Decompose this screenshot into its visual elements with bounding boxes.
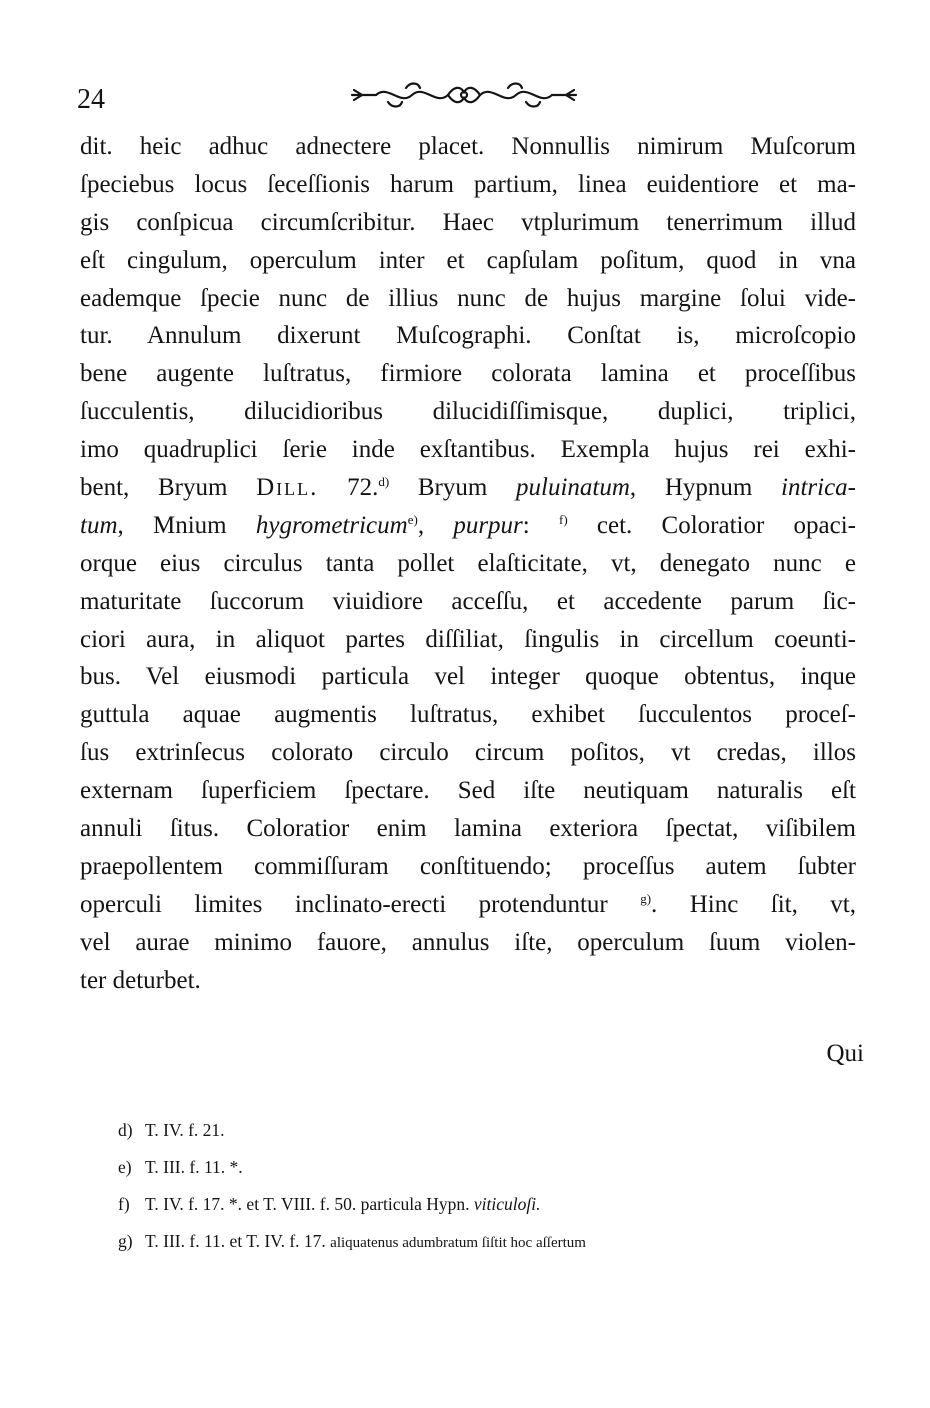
text-line: orque eius circulus tanta pollet elaſticitate, vt, denegato nunc e bbox=[80, 549, 856, 577]
text-line: vel aurae minimo fauore, annulus iſte, operculum ſuum violen- bbox=[80, 928, 856, 956]
text-line: dit. heic adhuc adnectere placet. Nonnullis nimirum Muſcorum bbox=[80, 133, 856, 160]
text-line: imo quadruplici ſerie inde exſtantibus. Exempla hujus rei exhi- bbox=[80, 436, 856, 464]
text-line: externam ſuperficiem ſpectare. Sed iſte neutiquam naturalis eſt bbox=[80, 777, 856, 805]
text-line-last: ter deturbet. bbox=[80, 966, 201, 994]
footnote-g: g) T. III. f. 11. et T. IV. f. 17. aliquatenus adumbratum ſiſtit hoc aſſertum bbox=[118, 1231, 586, 1251]
footnote-ref-f: f) bbox=[558, 511, 568, 527]
text-line: tum, Mnium hygrometricum$^{e)}$, purpur: $^{f)}$ cet. Coloratior opaci- bbox=[80, 511, 857, 539]
text-line: ſucculentis, dilucidioribus dilucidiſſimisque, duplici, triplici, bbox=[80, 398, 856, 426]
species-name: puluinatum bbox=[516, 474, 630, 502]
footnote-f: f) T. IV. f. 17. *. et T. VIII. f. 50. particula Hypn. viticuloſi. bbox=[118, 1194, 541, 1214]
footnotes bbox=[118, 1112, 838, 1260]
text-line: bus. Vel eiusmodi particula vel integer quoque obtentus, inque bbox=[80, 663, 856, 691]
text-line: guttula aquae augmentis luſtratus, exhibet ſucculentos proceſ- bbox=[80, 701, 856, 729]
species-name: hygrometricum bbox=[255, 511, 408, 539]
species-name: tum bbox=[80, 511, 118, 539]
main-text bbox=[80, 128, 856, 999]
species-name: purpur bbox=[453, 511, 523, 539]
text-line: eademque ſpecie nunc de illius nunc de hujus margine ſolui vide- bbox=[80, 284, 856, 312]
footnote-ref-g: g) bbox=[640, 890, 652, 906]
author-dillenius: Dill. bbox=[256, 474, 319, 502]
headpiece-ornament-icon bbox=[348, 80, 580, 110]
footnote-ref-e: e) bbox=[407, 511, 418, 527]
text-line: ſus extrinſecus colorato circulo circum poſitos, vt credas, illos bbox=[80, 739, 856, 767]
text-line: maturitate ſuccorum viuidiore acceſſu, et accedente parum ſic- bbox=[80, 587, 856, 615]
text-line: gis conſpicua circumſcribitur. Haec vtplurimum tenerrimum illud bbox=[80, 208, 856, 236]
text-line: bent, Bryum Dill. 72.$^{d)}$ Bryum puluinatum, Hypnum intrica- bbox=[80, 474, 857, 502]
footnote-ref-d: d) bbox=[378, 474, 390, 490]
text-line: eſt cingulum, operculum inter et capſulam poſitum, quod in vna bbox=[80, 246, 856, 274]
text-line: operculi limites inclinato-erecti protenduntur $^{g)}$. Hinc ſit, vt, bbox=[80, 890, 856, 918]
footnote-e: e) T. III. f. 11. *. bbox=[118, 1157, 243, 1177]
text-line: tur. Annulum dixerunt Muſcographi. Conſtat is, microſcopio bbox=[80, 322, 856, 350]
text-line: bene augente luſtratus, firmiore colorata lamina et proceſſibus bbox=[80, 360, 856, 388]
text-line: ciori aura, in aliquot partes diſſiliat, ſingulis in circellum coeunti- bbox=[80, 625, 856, 653]
footnote-d: d) T. IV. f. 21. bbox=[118, 1120, 225, 1140]
text-line: praepollentem commiſſuram conſtituendo; proceſſus autem ſubter bbox=[80, 852, 856, 880]
text-line: ſpeciebus locus ſeceſſionis harum partium, linea euidentiore et ma- bbox=[80, 170, 856, 198]
text-line: annuli ſitus. Coloratior enim lamina exteriora ſpectat, viſibilem bbox=[80, 815, 856, 843]
species-name: intrica- bbox=[781, 474, 857, 502]
catchword: Qui bbox=[826, 1040, 864, 1067]
page-number: 24 bbox=[77, 84, 105, 115]
